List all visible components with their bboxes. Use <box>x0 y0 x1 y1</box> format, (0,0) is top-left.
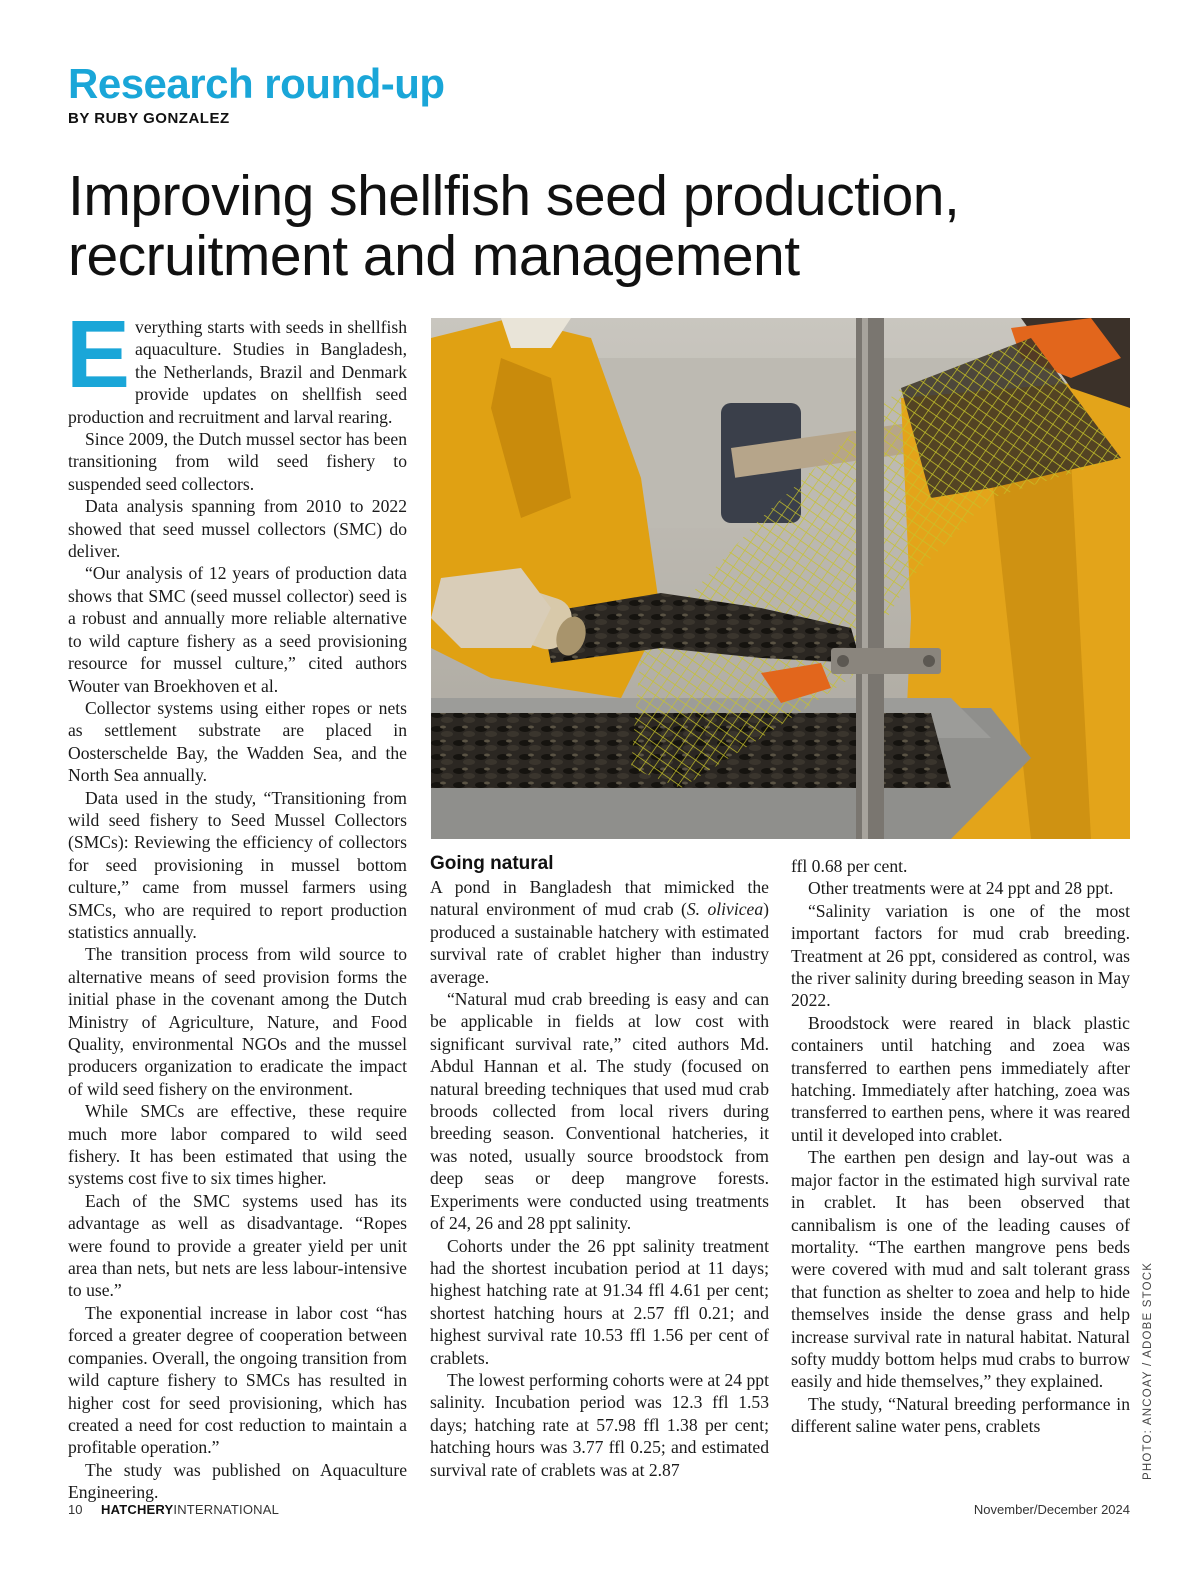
magazine-name-bold: HATCHERY <box>101 1502 174 1517</box>
paragraph: ffl 0.68 per cent. <box>791 856 908 876</box>
paragraph-text: A pond in Bangladesh that mimicked the natural environment of mud crab ( <box>430 877 769 920</box>
paragraph: “Natural mud crab breeding is easy and can be applicable in fields at low cost with significant survival rate,” cited authors Md. Abdul Hannan et al. The study (focused on natural breeding techniques that used mud crab broods collected from local rivers during breeding season. Conventional hatcheries, it was noted, usually source broodstock from deep seas or deep mangrove forests. Experiments were conducted using treatments of 24, 26 and 28 ppt salinity. <box>430 989 769 1234</box>
paragraph: The exponential increase in labor cost “has forced a greater degree of cooperation between companies. Overall, the ongoing transition from wild capture fishery to SMCs has resulted in higher cost for seed provisioning, which has created a need for cost reduction to maintain a profitable operation.” <box>68 1302 407 1458</box>
article-column-3 <box>791 855 1130 1438</box>
paragraph: Collector systems using either ropes or nets as settlement substrate are placed in Oosterschelde Bay, the Wadden Sea, and the North Sea annually. <box>68 697 407 786</box>
paragraph: The study, “Natural breeding performance in different saline water pens, crablets <box>791 1393 1130 1437</box>
paragraph <box>430 876 769 988</box>
magazine-name-light: INTERNATIONAL <box>173 1502 280 1517</box>
paragraph: The lowest performing cohorts were at 24 ppt salinity. Incubation period was 12.3 ffl 1.53 days; hatching rate at 57.98 ffl 1.38 per cent; hatching hours was 3.77 ffl 0.25; and estimated survival rate of crablets was at 2.87 <box>430 1369 769 1480</box>
paragraph: The transition process from wild source to alternative means of seed provision forms the initial phase in the covenant among the Dutch Ministry of Agriculture, Nature, and Food Quality, environmental NGOs and the mussel producers organization to eradicate the impact of wild seed fishery on the environment. <box>68 944 407 1099</box>
article-headline: Improving shellfish seed production, recruitment and management <box>68 164 960 288</box>
lead-paragraph-text: verything starts with seeds in shellfish aquaculture. Studies in Bangladesh, the Netherlands, Brazil and Denmark provide updates on shellfish seed production and recruitment and larval rearing. <box>68 317 407 427</box>
paragraph: Other treatments were at 24 ppt and 28 ppt. <box>808 878 1114 899</box>
section-subhead: Going natural <box>430 853 554 874</box>
paragraph: Data used in the study, “Transitioning from wild seed fishery to Seed Mussel Collectors (SMCs): Reviewing the efficiency of collectors for seed provisioning in mussel bottom culture,” came from mussel farmers using SMCs, who are required to report production statistics annually. <box>68 787 407 942</box>
section-kicker: Research round-up <box>68 60 445 107</box>
species-name: S. olivicea <box>686 899 764 920</box>
paragraph: While SMCs are effective, these require much more labor compared to wild seed fishery. It has been estimated that using the systems cost five to six times higher. <box>68 1101 407 1189</box>
paragraph: Since 2009, the Dutch mussel sector has been transitioning from wild seed fishery to suspended seed collectors. <box>68 429 407 494</box>
issue-date: November/December 2024 <box>973 1502 1130 1517</box>
page-footer <box>68 1500 1130 1522</box>
article-column-2 <box>430 852 769 1481</box>
mussel-harvest-photo <box>431 318 1130 839</box>
page-number: 10 <box>68 1502 83 1517</box>
paragraph: “Salinity variation is one of the most important factors for mud crab breeding. Treatment at 26 ppt, considered as control, was the river salinity during breeding season in May 2022. <box>791 900 1130 1011</box>
lead-paragraph <box>66 301 407 428</box>
paragraph: “Our analysis of 12 years of production data shows that SMC (seed mussel collector) seed is a robust and annually more reliable alternative to wild capture fishery as a seed provisioning resource for mussel culture,” cited authors Wouter van Broekhoven et al. <box>68 563 407 696</box>
paragraph: Each of the SMC systems used has its advantage as well as disadvantage. “Ropes were found to provide a greater yield per unit area than nets, but nets are less labour-intensive to use.” <box>68 1190 407 1301</box>
paragraph: Broodstock were reared in black plastic containers until hatching and zoea was transferred to earthen pens immediately after hatching. Immediately after hatching, zoea was transferred to earthen pens, where it was reared until it developed into crablet. <box>791 1012 1130 1145</box>
paragraph: Data analysis spanning from 2010 to 2022 showed that seed mussel collectors (SMC) do deliver. <box>68 496 407 562</box>
paragraph-text: ) produced a sustainable hatchery with estimated survival rate of crablet higher than industry average. <box>430 899 769 987</box>
photo-credit: PHOTO: ANCOAY / ADOBE STOCK <box>1142 1261 1154 1480</box>
paragraph: Cohorts under the 26 ppt salinity treatment had the shortest incubation period at 11 days; highest hatching rate at 91.34 ffl 4.61 per cent; shortest hatching hours at 2.57 ffl 0.21; and highest survival rate 10.53 ffl 1.56 per cent of crablets. <box>430 1235 769 1368</box>
article-column-1 <box>66 301 407 1504</box>
paragraph: The study was published on Aquaculture Engineering. <box>68 1459 407 1503</box>
byline: BY RUBY GONZALEZ <box>68 110 230 127</box>
drop-cap: E <box>66 301 131 408</box>
paragraph: The earthen pen design and lay-out was a major factor in the estimated high survival rate in crablet. It has been observed that cannibalism is one of the leading causes of mortality. “The earthen mangrove pens beds were covered with mud and salt tolerant grass that function as shelter to zoea and help to hide themselves inside the dense grass and help increase survival rate in natural habitat. Natural softy muddy bottom helps mud crabs to burrow easily and hide themselves,” they explained. <box>791 1147 1130 1392</box>
magazine-name <box>101 1502 279 1517</box>
